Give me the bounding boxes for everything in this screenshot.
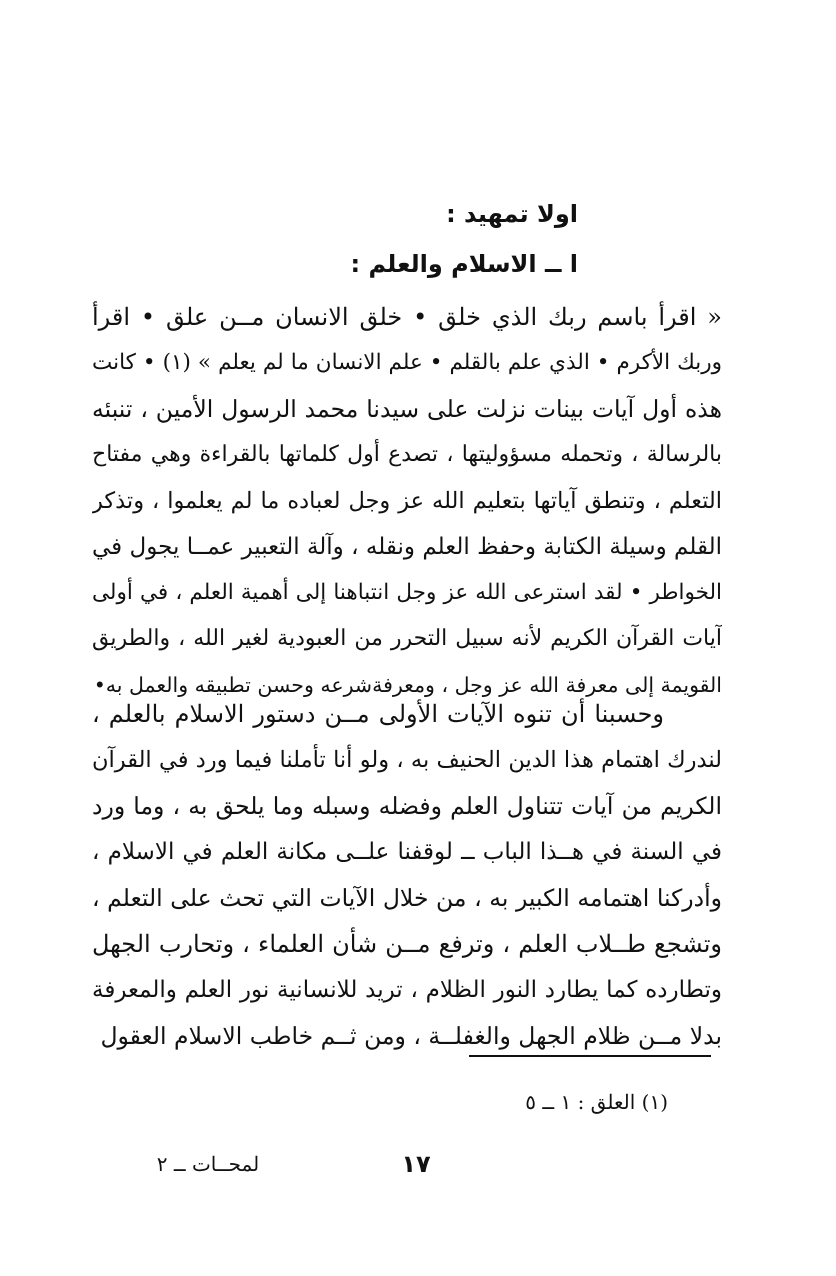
footnote-divider	[469, 1055, 711, 1057]
text-line: بالرسالة ، وتحمله مسؤوليتها ، تصدع أول كلماتها بالقراءة وهي مفتاح	[92, 442, 722, 467]
printer-signature: لمحــات ــ ٢	[156, 1152, 260, 1176]
text-line: وحسبنا أن تنوه الآيات الأولى مــن دستور الاسلام بالعلم ،	[92, 700, 664, 728]
text-line: التعلم ، وتنطق آياتها بتعليم الله عز وجل لعباده ما لم يعلموا ، وتذكر	[92, 488, 722, 514]
text-line: وأدركنا اهتمامه الكبير به ، من خلال الآيات التي تحث على التعلم ،	[92, 884, 722, 912]
page-number: ١٧	[401, 1150, 431, 1178]
text-line: هذه أول آيات بينات نزلت على سيدنا محمد الرسول الأمين ، تنبئه	[92, 395, 722, 423]
text-line: القويمة إلى معرفة الله عز وجل ، ومعرفةشرعه وحسن تطبيقه والعمل به•	[93, 673, 722, 697]
text-line: آيات القرآن الكريم لأنه سبيل التحرر من العبودية لغير الله ، والطريق	[92, 626, 722, 651]
section-title: اولا تمهيد :	[446, 200, 578, 228]
paragraph-islam-and-knowledge	[92, 691, 722, 1059]
text-line: في السنة في هــذا الباب ــ لوقفنا علــى مكانة العلم في الاسلام ،	[92, 839, 722, 865]
text-line: وتشجع طــلاب العلم ، وترفع مــن شأن العلماء ، وتحارب الجهل	[92, 930, 722, 958]
text-line: وربك الأكرم • الذي علم بالقلم • علم الانسان ما لم يعلم » (١) • كانت	[92, 350, 722, 375]
text-line: الخواطر • لقد استرعى الله عز وجل انتباهنا إلى أهمية العلم ، في أولى	[92, 580, 722, 605]
paragraph-quran-verses	[92, 294, 722, 708]
text-line: الكريم من آيات تتناول العلم وفضله وسبله وما يلحق به ، وما ورد	[92, 792, 722, 820]
subsection-title: ا ــ الاسلام والعلم :	[350, 250, 578, 278]
text-line: القلم وسيلة الكتابة وحفظ العلم ونقله ، وآلة التعبير عمــا يجول في	[92, 534, 722, 560]
text-line: « اقرأ باسم ربك الذي خلق • خلق الانسان مــن علق • اقرأ	[92, 303, 722, 331]
text-line: لندرك اهتمام هذا الدين الحنيف به ، ولو أنا تأملنا فيما ورد في القرآن	[92, 747, 722, 773]
text-line: بدلا مــن ظلام الجهل والغفلــة ، ومن ثــم خاطب الاسلام العقول	[100, 1022, 722, 1050]
text-line: وتطارده كما يطارد النور الظلام ، تريد للانسانية نور العلم والمعرفة	[92, 977, 722, 1003]
footnote: (١) العلق : ١ ــ ٥	[525, 1090, 668, 1114]
